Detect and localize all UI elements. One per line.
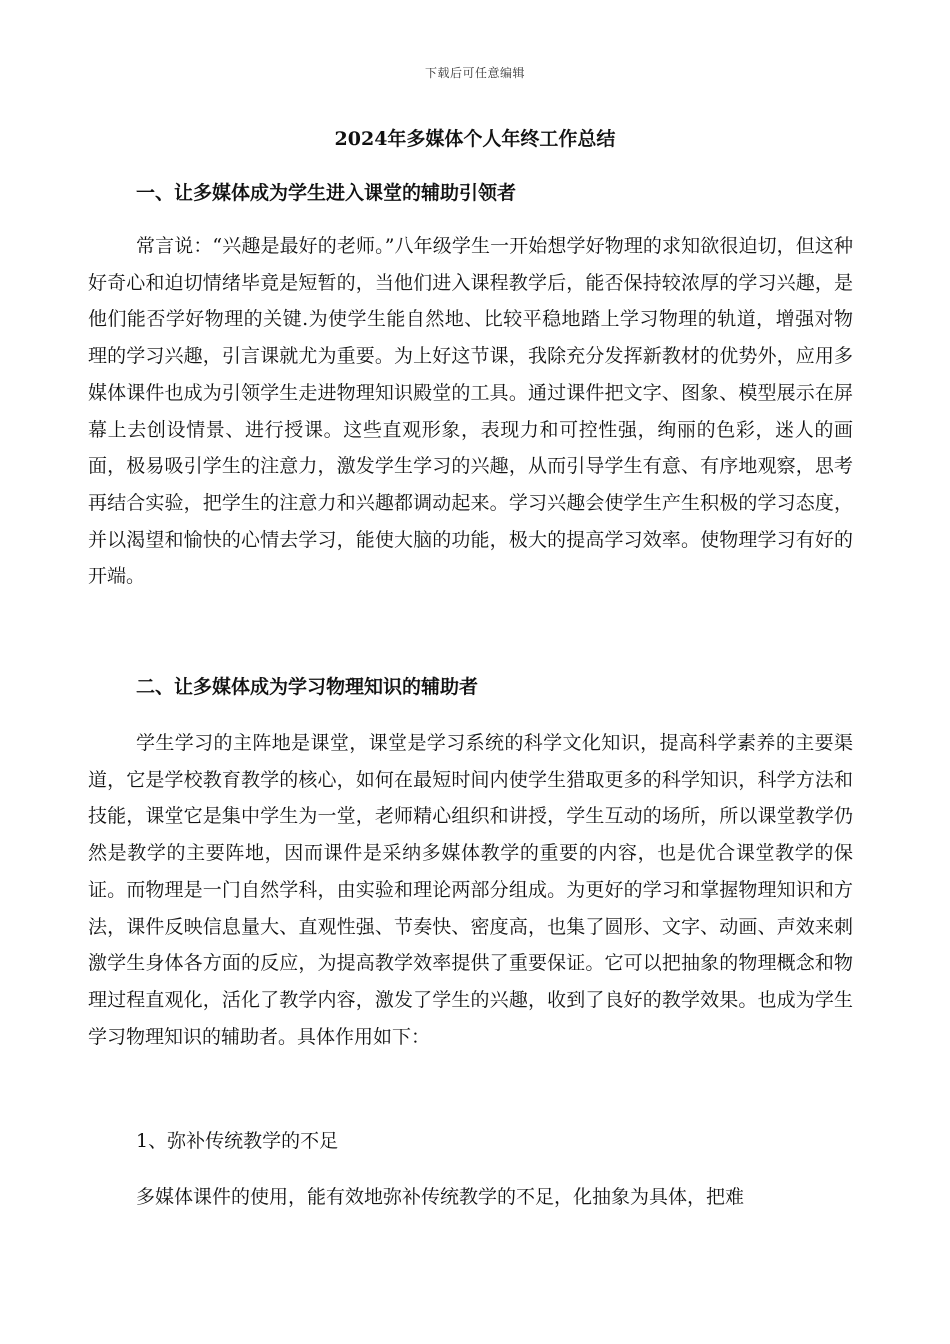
subsection-1-heading: 1、弥补传统教学的不足 bbox=[136, 1130, 339, 1152]
section-1-heading: 一、让多媒体成为学生进入课堂的辅助引领者 bbox=[136, 182, 517, 204]
section-1-body bbox=[88, 228, 853, 595]
subsection-1-body bbox=[88, 1179, 853, 1216]
header-note: 下载后可任意编辑 bbox=[424, 66, 525, 80]
section-2-paragraph: 学生学习的主阵地是课堂，课堂是学习系统的科学文化知识，提高科学素养的主要渠道，它是学校教育教学的核心，如何在最短时间内使学生猎取更多的科学知识，科学方法和技能，课堂它是集中学生为一堂，老师精心组织和讲授，学生互动的场所，所以课堂教学仍然是教学的主要阵地，因而课件是采纳多媒体教学的重要的内容，也是优合课堂教学的保证。而物理是一门自然学科，由实验和理论两部分组成。为更好的学习和掌握物理知识和方法，课件反映信息量大、直观性强、节奏快、密度高，也集了圆形、文字、动画、声效来刺激学生身体各方面的反应，为提高教学效率提供了重要保证。它可以把抽象的物理概念和物理过程直观化，活化了教学内容，激发了学生的兴趣，收到了良好的教学效果。也成为学生学习物理知识的辅助者。具体作用如下： bbox=[88, 732, 853, 1048]
document-title: 2024年多媒体个人年终工作总结 bbox=[334, 128, 616, 150]
section-2-body bbox=[88, 725, 853, 1055]
subsection-1 bbox=[88, 1123, 853, 1159]
section-2-heading: 二、让多媒体成为学习物理知识的辅助者 bbox=[136, 676, 479, 698]
section-2 bbox=[88, 669, 853, 705]
section-1 bbox=[88, 175, 853, 211]
subsection-1-paragraph: 多媒体课件的使用，能有效地弥补传统教学的不足，化抽象为具体，把难 bbox=[136, 1186, 745, 1208]
section-1-paragraph: 常言说：“兴趣是最好的老师。”八年级学生一开始想学好物理的求知欲很迫切，但这种好奇心和迫切情绪毕竟是短暂的，当他们进入课程教学后，能否保持较浓厚的学习兴趣，是他们能否学好物理的关键.为使学生能自然地、比较平稳地踏上学习物理的轨道，增强对物理的学习兴趣，引言课就尤为重要。为上好这节课，我除充分发挥新教材的优势外，应用多媒体课件也成为引领学生走进物理知识殿堂的工具。通过课件把文字、图象、模型展示在屏幕上去创设情景、进行授课。这些直观形象，表现力和可控性强，绚丽的色彩，迷人的画面，极易吸引学生的注意力，激发学生学习的兴趣，从而引导学生有意、有序地观察，思考再结合实验，把学生的注意力和兴趣都调动起来。学习兴趣会使学生产生积极的学习态度，并以渴望和愉快的心情去学习，能使大脑的功能，极大的提高学习效率。使物理学习有好的开端。 bbox=[88, 235, 853, 588]
